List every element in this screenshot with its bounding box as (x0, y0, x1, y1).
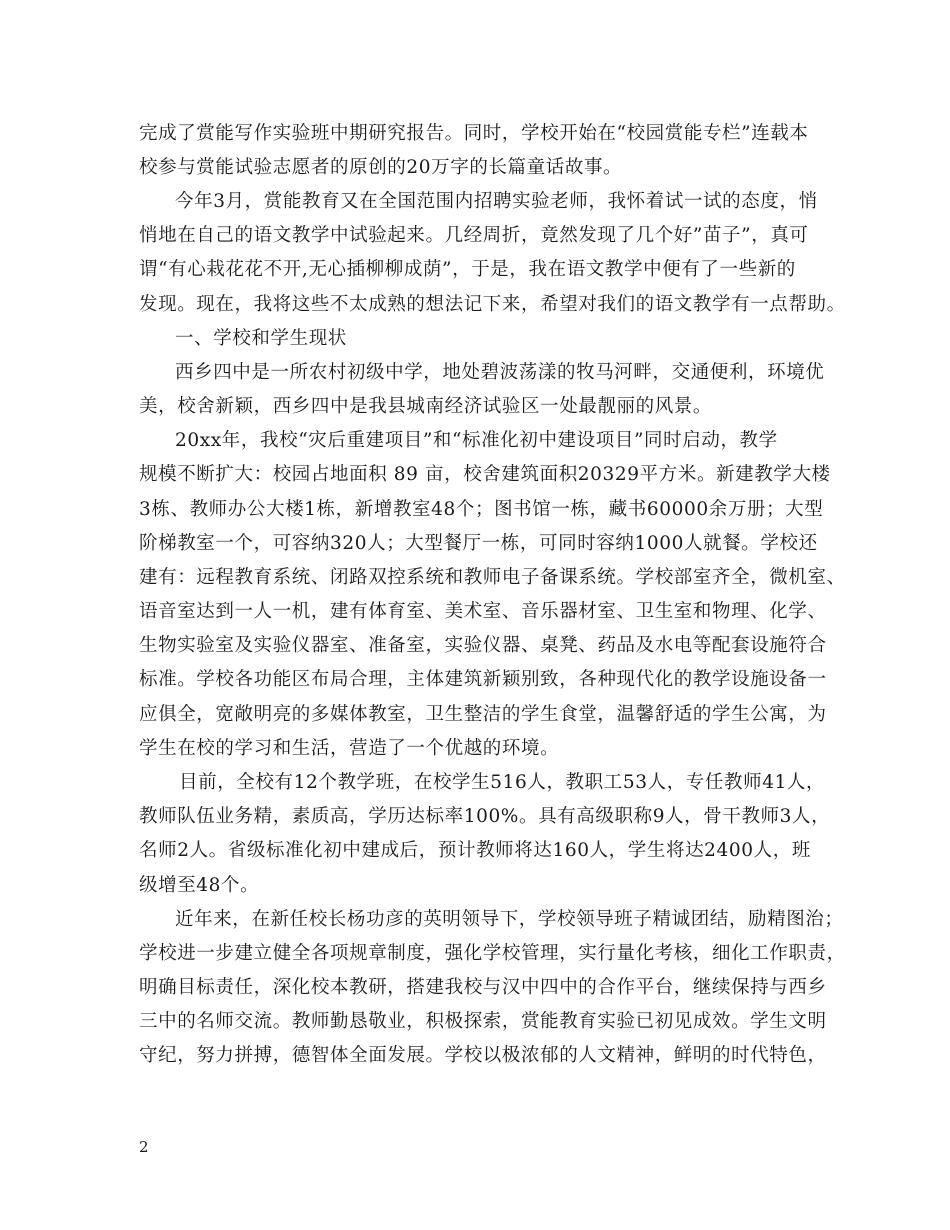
text-line: 近年来，在新任校长杨功彦的英明领导下，学校领导班子精诚团结，励精图治； (175, 909, 844, 930)
text-line: 明确目标责任，深化校本教研，搭建我校与汉中四中的合作平台，继续保持与西乡 (139, 977, 827, 998)
text-line: 应俱全，宽敞明亮的多媒体教室，卫生整洁的学生食堂，温馨舒适的学生公寓，为 (139, 704, 827, 725)
text-line: 20xx年，我校“灾后重建项目”和“标准化初中建设项目”同时启动，教学 (175, 430, 778, 451)
text-line: 悄地在自己的语文教学中试验起来。几经周折，竟然发现了几个好”苗子”，真可 (139, 225, 809, 246)
text-line: 语音室达到一人一机，建有体育室、美术室、音乐器材室、卫生室和物理、化学、 (139, 601, 827, 622)
text-line: 目前，全校有12个教学班，在校学生516人，教职工53人，专任教师41人， (179, 772, 826, 793)
text-line: 阶梯教室一个，可容纳320人；大型餐厅一栋，可同时容纳1000人就餐。学校还 (139, 533, 818, 554)
text-line: 西乡四中是一所农村初级中学，地处碧波荡漾的牧马河畔，交通便利，环境优 (175, 362, 825, 383)
text-line: 校参与赏能试验志愿者的原创的20万字的长篇童话故事。 (139, 157, 623, 178)
text-line: 美，校舍新颖，西乡四中是我县城南经济试验区一处最靓丽的风景。 (139, 396, 713, 417)
text-line: 标准。学校各功能区布局合理，主体建筑新颖别致，各种现代化的教学设施设备一 (139, 669, 827, 690)
text-line: 守纪，努力拼搏，德智体全面发展。学校以极浓郁的人文精神，鲜明的时代特色， (139, 1045, 827, 1066)
text-line: 学校进一步建立健全各项规章制度，强化学校管理，实行量化考核，细化工作职责， (139, 943, 846, 964)
text-line: 完成了赏能写作实验班中期研究报告。同时，学校开始在“校园赏能专栏”连载本 (139, 123, 809, 144)
text-line: 建有：远程教育系统、闭路双控系统和教师电子备课系统。学校部室齐全，微机室、 (139, 567, 846, 588)
text-line: 学生在校的学习和生活，营造了一个优越的环境。 (139, 738, 560, 759)
page-number: 2 (139, 1138, 149, 1156)
text-line: 规模不断扩大：校园占地面积 89 亩，校舍建筑面积20329平方米。新建教学大楼 (139, 464, 831, 485)
text-line: 生物实验室及实验仪器室、准备室，实验仪器、桌凳、药品及水电等配套设施符合 (139, 635, 827, 656)
section-heading: 一、学校和学生现状 (175, 328, 347, 349)
text-line: 名师2人。省级标准化初中建成后，预计教师将达160人，学生将达2400人，班 (139, 840, 811, 861)
text-line: 三中的名师交流。教师勤恳敬业，积极探索，赏能教育实验已初见成效。学生文明 (139, 1011, 827, 1032)
text-line: 今年3月，赏能教育又在全国范围内招聘实验老师，我怀着试一试的态度，悄 (175, 191, 818, 212)
text-line: 级增至48个。 (139, 875, 260, 896)
text-line: 3栋、教师办公大楼1栋，新增教室48个；图书馆一栋，藏书60000余万册；大型 (139, 499, 824, 520)
text-line: 教师队伍业务精，素质高，学历达标率100%。具有高级职称9人，骨干教师3人， (139, 806, 831, 827)
text-line: 谓“有心栽花花不开,无心插柳柳成荫”，于是，我在语文教学中便有了一些新的 (139, 259, 796, 280)
text-line: 发现。现在，我将这些不太成熟的想法记下来，希望对我们的语文教学有一点帮助。 (139, 294, 846, 315)
